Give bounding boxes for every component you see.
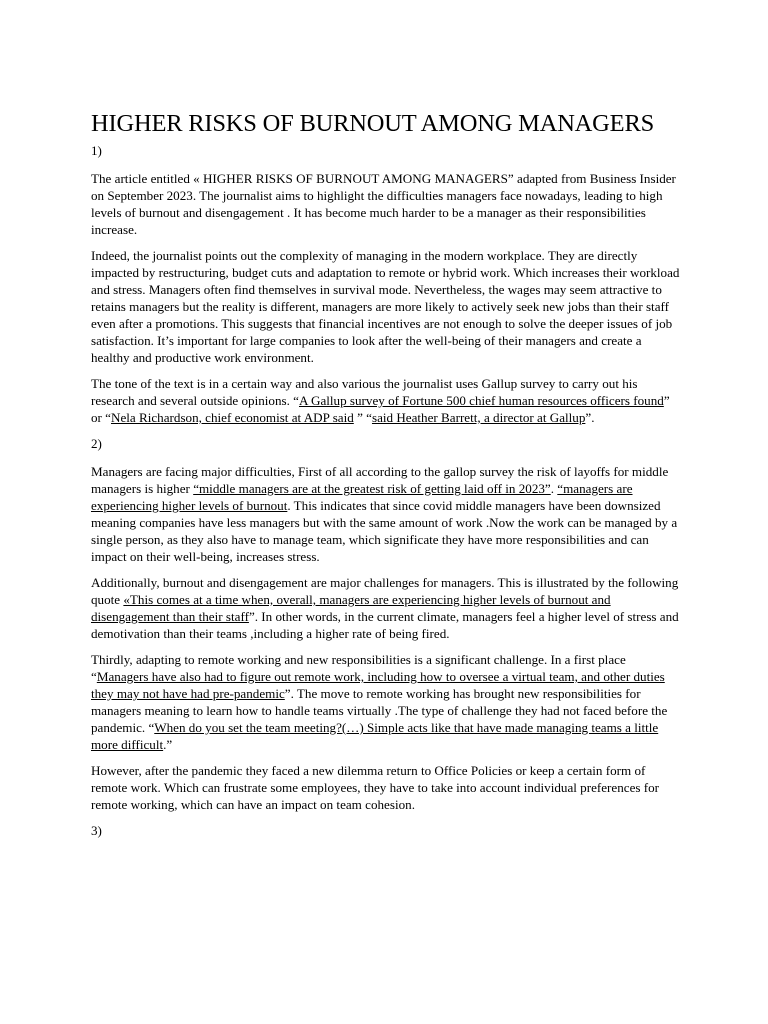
text: The tone of the text is in a certain way and also various the journalist uses Gallup survey to carry out his research and several outside opinions. “ bbox=[91, 376, 638, 408]
section-number-3: 3) bbox=[91, 823, 102, 838]
text: ” “ bbox=[353, 410, 372, 425]
paragraph-dilemma: However, after the pandemic they faced a new dilemma return to Office Policies or keep a certain form of remote work. Which can frustrate some employees, they have to take into account individual preferences for remote working, which can have an impact on team cohesion. bbox=[91, 763, 660, 812]
text: ” or “ bbox=[91, 393, 670, 425]
document-page bbox=[91, 108, 681, 850]
text: Additionally, burnout and disengagement are major challenges for managers. This is illustrated by the following quote bbox=[91, 575, 679, 607]
quote-gallup-survey: A Gallup survey of Fortune 500 chief human resources officers found bbox=[298, 393, 664, 408]
paragraph-tone bbox=[91, 375, 681, 426]
text: .” bbox=[163, 737, 173, 752]
text: ”. bbox=[585, 410, 595, 425]
text: ”. The move to remote working has brought new responsibilities for managers meaning to learn how to handle teams virtually .The type of challenge they had not faced before the pandemic. “ bbox=[91, 686, 668, 735]
quote-layoff-risk: “middle managers are at the greatest risk of getting laid off in 2023” bbox=[193, 481, 551, 496]
paragraph-disengagement bbox=[91, 574, 681, 642]
text: Thirdly, adapting to remote working and new responsibilities is a significant challenge. In a first place “ bbox=[91, 652, 626, 684]
paragraph-remote-work bbox=[91, 651, 681, 753]
quote-heather-barrett: said Heather Barrett, a director at Gallup bbox=[371, 410, 586, 425]
paragraph-intro: The article entitled « HIGHER RISKS OF BURNOUT AMONG MANAGERS” adapted from Business Insider on September 2023. The journalist aims to highlight the difficulties managers face nowadays, leading to high levels of burnout and disengagement . It has become much harder to be a manager as their responsibilities increase. bbox=[91, 171, 676, 237]
section-number-1: 1) bbox=[91, 143, 102, 158]
paragraph-complexity: Indeed, the journalist points out the complexity of managing in the modern workplace. They are directly impacted by restructuring, budget cuts and adaptation to remote or hybrid work. Which increases their workload and stress. Managers often find themselves in survival mode. Nevertheless, the wages may seem attractive to retains managers but the reality is different, managers are more likely to actively seek new jobs than their staff even after a promotions. This suggests that financial incentives are not enough to solve the deeper issues of job satisfaction. It’s important for large companies to look after the well-being of their managers and create a healthy and productive work environment. bbox=[91, 248, 680, 365]
text: ”. In other words, in the current climate, managers feel a higher level of stress and demotivation than their teams ,including a higher rate of being fired. bbox=[91, 609, 679, 641]
quote-burnout-levels: “managers are experiencing higher levels of burnout bbox=[91, 481, 633, 513]
section-number-2: 2) bbox=[91, 436, 102, 451]
quote-team-meeting: When do you set the team meeting?(…) Simple acts like that have made managing teams a little more difficult bbox=[91, 720, 659, 752]
text: . bbox=[550, 481, 558, 496]
quote-disengagement: «This comes at a time when, overall, managers are experiencing higher levels of burnout and disengagement than their staff bbox=[91, 592, 611, 624]
text: Managers are facing major difficulties, First of all according to the gallop survey the risk of layoffs for middle managers is higher bbox=[91, 464, 669, 496]
quote-nela-richardson: Nela Richardson, chief economist at ADP said bbox=[111, 410, 354, 425]
text: . This indicates that since covid middle managers have been downsized meaning companies have less managers but with the same amount of work .Now the work can be managed by a single person, as they also have to manage team, which significate they have more responsibilities and can impact on their well-being, increases stress. bbox=[91, 498, 678, 564]
document-title: HIGHER RISKS OF BURNOUT AMONG MANAGERS bbox=[91, 110, 655, 137]
paragraph-difficulties bbox=[91, 463, 681, 565]
quote-remote-work: Managers have also had to figure out remote work, including how to oversee a virtual team, and other duties they may not have had pre-pandemic bbox=[91, 669, 665, 701]
